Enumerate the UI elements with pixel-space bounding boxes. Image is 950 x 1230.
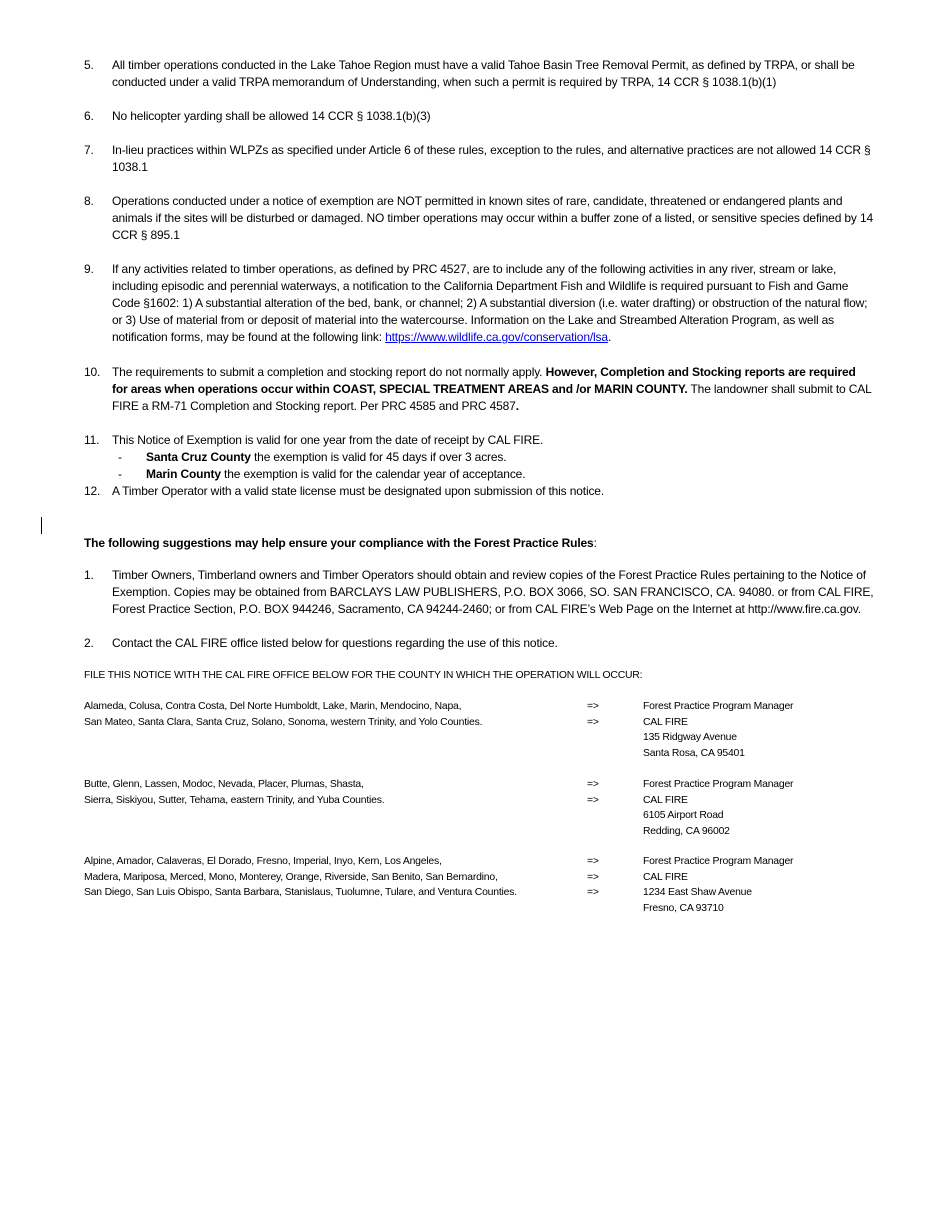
- office-address: Forest Practice Program Manager CAL FIRE 6105 Airport Road Redding, CA 96002: [643, 779, 794, 837]
- arrow-column: => =>: [587, 779, 599, 806]
- rule-text: A Timber Operator with a valid state license must be designated upon submission of this notice.: [112, 484, 605, 498]
- rule-number: 6.: [84, 109, 94, 123]
- rule-text: All timber operations conducted in the Lake Tahoe Region must have a valid Tahoe Basin Tree Removal Permit, as defined by TRPA, or shall be conducted under a valid TRPA memorandum of Understanding, when such a permit is required by TRPA, 14 CCR § 1038.1(b)(1): [112, 58, 855, 89]
- rule-number: 9.: [84, 262, 94, 276]
- rule-text: Operations conducted under a notice of exemption are NOT permitted in known sites of rare, candidate, threatened or endangered plants and animals if the sites will be disturbed or damaged. NO timber operations may occur within a buffer zone of a listed, or sensitive species defined by 14 CCR § 895.1: [112, 194, 874, 242]
- rule-text: [112, 261, 874, 346]
- rule-text-tail: The landowner shall submit to CAL FIRE a RM-71 Completion and Stocking report. Per PRC 4585 and PRC 4587: [112, 382, 872, 413]
- office-address: Forest Practice Program Manager CAL FIRE 1234 East Shaw Avenue Fresno, CA 93710: [643, 856, 794, 914]
- county-name: Santa Cruz County: [146, 450, 251, 464]
- suggestion-number: 1.: [84, 568, 94, 582]
- office-address: Forest Practice Program Manager CAL FIRE 135 Ridgway Avenue Santa Rosa, CA 95401: [643, 701, 794, 759]
- rule-text-end: .: [515, 399, 519, 413]
- rule-text-body: If any activities related to timber operations, as defined by PRC 4527, are to include any of the following activities in any river, stream or lake, including episodic and perennial waterways, a notification to the California Department Fish and Wildlife is required pursuant to Fish and Game Code §1602: 1) A substantial alteration of the bed, bank, or channel; 2) A substantial diversion (i.e. water drafting) or obstruction of the natural flow; or 3) Use of material from or deposit of material into the watercourse. Information on the Lake and Streambed Alteration Program, as well as notification forms, may be found at the following link:: [112, 262, 868, 344]
- rule-item-12: [84, 483, 874, 500]
- suggestion-text: Contact the CAL FIRE office listed below for questions regarding the use of this notice.: [112, 636, 558, 650]
- subitem-text: the exemption is valid for 45 days if over 3 acres.: [250, 450, 507, 464]
- rule-text: In-lieu practices within WLPZs as specified under Article 6 of these rules, exception to the rules, and alternative practices are not allowed 14 CCR § 1038.1: [112, 143, 871, 174]
- rule-number: 12.: [84, 484, 101, 498]
- arrow-column: => => =>: [587, 856, 599, 898]
- rule-text-bold: However, Completion and Stocking reports are required for areas when operations occur within COAST, SPECIAL TREATMENT AREAS and /or MARIN COUNTY.: [112, 365, 856, 396]
- lsa-program-link[interactable]: https://www.wildlife.ca.gov/conservation/lsa: [385, 330, 608, 344]
- rule-number: 7.: [84, 143, 94, 157]
- rule-text-period: .: [607, 330, 612, 344]
- rule-text: This Notice of Exemption is valid for one year from the date of receipt by CAL FIRE.: [112, 433, 544, 447]
- rule-item-7: [84, 142, 874, 176]
- rule-subitem-marin: [118, 466, 818, 483]
- text-cursor: [41, 517, 42, 534]
- rule-subitem-santa-cruz: [118, 449, 818, 466]
- rule-item-11: [84, 432, 874, 449]
- file-notice: FILE THIS NOTICE WITH THE CAL FIRE OFFICE BELOW FOR THE COUNTY IN WHICH THE OPERATION WILL OCCUR:: [84, 670, 643, 681]
- county-list: Alpine, Amador, Calaveras, El Dorado, Fresno, Imperial, Inyo, Kern, Los Angeles, Madera, Mariposa, Merced, Mono, Monterey, Orange, Riverside, San Benito, San Bernardino, San Diego, San Luis Obispo, Santa Barbara, Stanislaus, Tuolumne, Tulare, and Ventura Counties.: [84, 856, 517, 898]
- suggestion-number: 2.: [84, 636, 94, 650]
- suggestion-item-1: [84, 567, 874, 618]
- subitem-text: the exemption is valid for the calendar year of acceptance.: [220, 467, 526, 481]
- rule-number: 11.: [84, 433, 100, 447]
- rule-number: 10.: [84, 365, 101, 379]
- arrow-column: => =>: [587, 701, 599, 728]
- rule-text: No helicopter yarding shall be allowed 14 CCR § 1038.1(b)(3): [112, 109, 431, 123]
- rule-text-plain: The requirements to submit a completion and stocking report do not normally apply.: [112, 365, 546, 379]
- bullet-dash: -: [118, 450, 122, 464]
- county-name: Marin County: [146, 467, 221, 481]
- bullet-dash: -: [118, 467, 122, 481]
- rule-item-6: [84, 108, 874, 125]
- suggestions-heading: The following suggestions may help ensure your compliance with the Forest Practice Rules:: [84, 536, 597, 550]
- suggestion-item-2: [84, 635, 874, 652]
- rule-text: [112, 364, 874, 415]
- rule-item-8: [84, 193, 874, 244]
- rule-number: 5.: [84, 58, 94, 72]
- suggestion-text: Timber Owners, Timberland owners and Timber Operators should obtain and review copies of the Forest Practice Rules pertaining to the Notice of Exemption. Copies may be obtained from BARCLAYS LAW PUBLISHERS, P.O. BOX 3066, SO. SAN FRANCISCO, CA. 94080. or from CAL FIRE, Forest Practice Section, P.O. BOX 944246, Sacramento, CA 94244-2460; or from CAL FIRE’s Web Page on the Internet at http://www.fire.ca.gov.: [112, 568, 874, 616]
- rule-item-5: [84, 57, 874, 91]
- county-list: Alameda, Colusa, Contra Costa, Del Norte Humboldt, Lake, Marin, Mendocino, Napa, San Mateo, Santa Clara, Santa Cruz, Solano, Sonoma, western Trinity, and Yolo Counties.: [84, 701, 483, 728]
- rule-item-9: [84, 261, 874, 346]
- county-list: Butte, Glenn, Lassen, Modoc, Nevada, Placer, Plumas, Shasta, Sierra, Siskiyou, Sutter, Tehama, eastern Trinity, and Yuba Counties.: [84, 779, 385, 806]
- rule-item-10: [84, 364, 874, 415]
- rule-number: 8.: [84, 194, 94, 208]
